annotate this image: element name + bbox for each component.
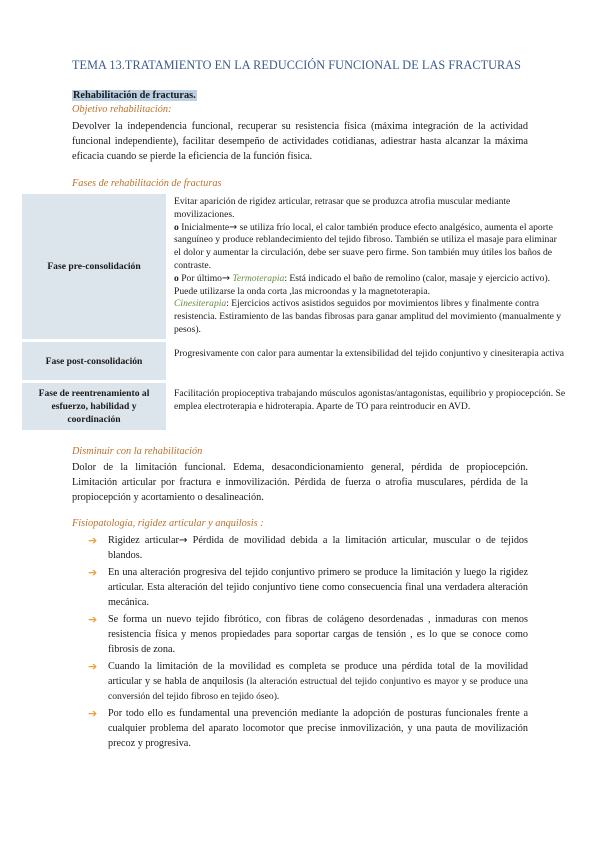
- list-item: [88, 533, 528, 563]
- bullet-text: Cuando la limitación de la movilidad es completa se produce una pérdida total de la movilidad articular y se habla de anquilosis: [108, 661, 528, 687]
- bullet-text: Se forma un nuevo tejido fibrótico, con fibras de colágeno desordenadas , inmaduras con menos resistencia física y menos propiedades para soportar cargas de tensión , es lo que se conoce como fibrosis de zona.: [108, 614, 528, 655]
- bullet-lead: Inicialmente: [181, 221, 230, 233]
- table-row: [22, 382, 570, 431]
- list-item: [88, 565, 528, 610]
- page-title: TEMA 13.TRATAMIENTO EN LA REDUCCIÓN FUNCIONAL DE LAS FRACTURAS: [72, 58, 522, 72]
- arrow-right-icon: →: [229, 221, 238, 233]
- phase-desc-cell: Facilitación propioceptiva trabajando músculos agonistas/antagonistas, equilibrio y propiocepción. Se emplea electroterapia e hidroterapia. Aparte de TO para reintroducir en AVD.: [174, 387, 566, 412]
- term-label: Cinesiterapia: [174, 298, 227, 310]
- list-item: [88, 659, 528, 704]
- section-heading: Rehabilitación de fracturas.: [73, 90, 196, 101]
- list-item: [174, 222, 566, 273]
- bullet-text: En una alteración progresiva del tejido conjuntivo primero se produce la limitación y luego la rigidez articular. Esta alteración del tejido conjuntivo tiene como consecuencia final una verdadera alteración mecánica.: [108, 567, 528, 608]
- arrow-right-icon: →: [178, 535, 188, 546]
- phase-intro: Evitar aparición de rigidez articular, retrasar que se produzca atrofia muscular mediante movilizaciones.: [174, 196, 511, 220]
- diminish-text: Dolor de la limitación funcional. Edema, desacondicionamiento general, pérdida de propiocepción. Limitación articular por fractura e inmovilización. Pérdida de fuerza o atrofia musculares, pérdida de la propiocepción y acortamiento o desalineación.: [72, 462, 528, 503]
- arrow-right-icon: →: [221, 272, 231, 284]
- bullet-text: : Está indicado el baño de remolino (calor, masaje y ejercicio activo). Puede utilizarse la onda corta ,las microondas y la magnetoterapia.: [174, 272, 551, 297]
- physio-list: [88, 533, 528, 753]
- arrow-right-icon: ➔: [88, 660, 98, 673]
- bullet-lead: Rigidez articular: [108, 535, 179, 546]
- table-row: [22, 341, 570, 382]
- bullet-text: se utiliza frío local, el calor también produce efecto analgésico, aumenta el aporte sanguíneo y produce reblandecimiento del tejido fibroso. También se utiliza el masaje para eliminar el dolor y aumentar la circulación, debe ser suave pero firme. Son también muy útiles los baños de contraste.: [174, 221, 557, 271]
- arrow-right-icon: ➔: [88, 566, 98, 579]
- bullet-text: : Ejercicios activos asistidos seguidos por movimientos libres y finalmente contra resistencia. Estiramiento de las bandas fibrosas para ganar amplitud del movimiento (manualmente y pesos).: [174, 298, 562, 335]
- bullet-marker: o: [174, 221, 179, 233]
- phases-heading: Fases de rehabilitación de fracturas: [72, 178, 222, 189]
- term-label: Termoterapia: [232, 272, 285, 284]
- bullet-text: Por todo ello es fundamental una prevención mediante la adopción de posturas funcionales frente a cualquier problema del aparato locomotor que precise inmovilización, y una pauta de movilización precoz y progresiva.: [108, 708, 528, 749]
- phase-desc-cell: [166, 194, 570, 341]
- list-item: [174, 273, 566, 299]
- phase-name-cell: Fase post-consolidación: [22, 341, 166, 382]
- table-row: [22, 194, 570, 341]
- bullet-note: (la alteración estructual del tejido conjuntivo es mayor y se produce una conversión del tejido fibroso en tejido óseo).: [108, 676, 528, 702]
- physio-heading: Fisiopatología, rigidez articular y anquilosis :: [72, 518, 264, 529]
- phase-desc-cell: Progresivamente con calor para aumentar la extensibilidad del tejido conjuntivo y cinesiterapia activa: [174, 347, 564, 359]
- bullet-marker: o: [174, 272, 179, 284]
- objective-heading: Objetivo rehabilitación:: [72, 104, 172, 115]
- objective-text: Devolver la independencia funcional, recuperar su resistencia física (máxima integración de la actividad funcional independiente), facilitar desempeño de actividades cotidianas, adiestrar hasta alcanzar la máxima eficacia cuando se pierde la eficiencia de la función física.: [72, 121, 528, 162]
- diminish-heading: Disminuir con la rehabilitación: [72, 446, 203, 457]
- arrow-right-icon: ➔: [88, 613, 98, 626]
- list-item: [174, 298, 566, 336]
- arrow-right-icon: ➔: [88, 707, 98, 720]
- bullet-lead: Por último: [181, 272, 222, 284]
- list-item: [88, 612, 528, 657]
- phases-table: [22, 194, 570, 430]
- phase-name-cell: Fase pre-consolidación: [22, 194, 166, 341]
- arrow-right-icon: ➔: [88, 534, 98, 547]
- list-item: [88, 706, 528, 751]
- bullet-text: Pérdida de movilidad debida a la limitación articular, muscular o de tejidos blandos.: [108, 535, 528, 561]
- phase-name-cell: Fase de reentrenamiento al esfuerzo, habilidad y coordinación: [22, 382, 166, 431]
